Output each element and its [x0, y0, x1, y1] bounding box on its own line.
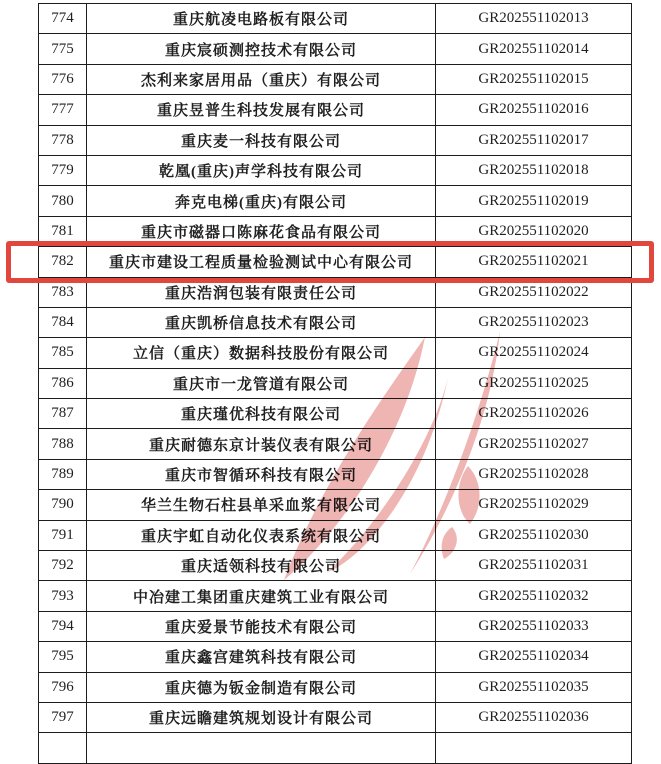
company-name-cell: 奔克电梯(重庆)有限公司	[87, 186, 436, 216]
company-name-cell: 重庆航凌电路板有限公司	[87, 4, 436, 34]
row-number-cell: 796	[39, 672, 87, 702]
row-number-cell: 790	[39, 490, 87, 520]
row-number-cell: 793	[39, 581, 87, 611]
company-name-cell: 立信（重庆）数据科技股份有限公司	[87, 338, 436, 368]
row-number-cell: 779	[39, 155, 87, 185]
row-number-cell: 794	[39, 611, 87, 641]
certificate-code-cell: GR202551102027	[436, 429, 632, 459]
table-row	[39, 429, 632, 459]
row-number-cell: 776	[39, 64, 87, 94]
table-row	[39, 551, 632, 581]
row-number-cell: 791	[39, 520, 87, 550]
table-row	[39, 459, 632, 489]
row-number-cell: 789	[39, 459, 87, 489]
row-number-cell: 795	[39, 642, 87, 672]
company-name-cell: 重庆市智循环科技有限公司	[87, 459, 436, 489]
table-row	[39, 277, 632, 307]
certificate-code-cell: GR202551102013	[436, 4, 632, 34]
certificate-code-cell: GR202551102024	[436, 338, 632, 368]
row-number-cell	[39, 733, 87, 763]
certificate-code-cell: GR202551102036	[436, 702, 632, 732]
certificate-code-cell: GR202551102031	[436, 551, 632, 581]
company-name-cell: 乾凰(重庆)声学科技有限公司	[87, 155, 436, 185]
company-name-cell: 重庆宇虹自动化仪表系统有限公司	[87, 520, 436, 550]
company-name-cell: 重庆宸硕测控技术有限公司	[87, 34, 436, 64]
company-name-cell: 重庆德为钣金制造有限公司	[87, 672, 436, 702]
company-name-cell: 重庆凯桥信息技术有限公司	[87, 307, 436, 337]
table-row	[39, 307, 632, 337]
company-name-cell: 重庆鑫宫建筑科技有限公司	[87, 642, 436, 672]
certificate-code-cell: GR202551102032	[436, 581, 632, 611]
certificate-code-cell: GR202551102033	[436, 611, 632, 641]
row-number-cell: 783	[39, 277, 87, 307]
row-number-cell: 787	[39, 399, 87, 429]
company-name-cell: 杰利来家居用品（重庆）有限公司	[87, 64, 436, 94]
company-name-cell: 重庆昱普生科技发展有限公司	[87, 95, 436, 125]
table-row	[39, 64, 632, 94]
certificate-code-cell: GR202551102017	[436, 125, 632, 155]
certificate-code-cell: GR202551102021	[436, 247, 632, 277]
table-row	[39, 368, 632, 398]
certificate-code-cell: GR202551102034	[436, 642, 632, 672]
row-number-cell: 777	[39, 95, 87, 125]
certificate-code-cell: GR202551102035	[436, 672, 632, 702]
table-row	[39, 702, 632, 732]
row-number-cell: 778	[39, 125, 87, 155]
table-row-partial	[39, 733, 632, 763]
row-number-cell: 785	[39, 338, 87, 368]
table-row	[39, 520, 632, 550]
table-row	[39, 216, 632, 246]
certificate-code-cell: GR202551102018	[436, 155, 632, 185]
certificate-code-cell: GR202551102023	[436, 307, 632, 337]
company-name-cell: 重庆市一龙管道有限公司	[87, 368, 436, 398]
certificate-code-cell: GR202551102030	[436, 520, 632, 550]
row-number-cell: 786	[39, 368, 87, 398]
certificate-code-cell: GR202551102025	[436, 368, 632, 398]
certificate-table	[38, 3, 632, 764]
table-row	[39, 581, 632, 611]
table-row	[39, 125, 632, 155]
certificate-code-cell: GR202551102015	[436, 64, 632, 94]
row-number-cell: 788	[39, 429, 87, 459]
table-row	[39, 155, 632, 185]
company-name-cell: 重庆市磁器口陈麻花食品有限公司	[87, 216, 436, 246]
table-body	[39, 4, 632, 733]
row-number-cell: 781	[39, 216, 87, 246]
company-name-cell	[87, 733, 436, 763]
company-name-cell: 重庆爱景节能技术有限公司	[87, 611, 436, 641]
table-row	[39, 95, 632, 125]
company-name-cell: 重庆耐德东京计装仪表有限公司	[87, 429, 436, 459]
row-number-cell: 780	[39, 186, 87, 216]
table-row	[39, 4, 632, 34]
table-row	[39, 672, 632, 702]
certificate-code-cell: GR202551102029	[436, 490, 632, 520]
row-number-cell: 775	[39, 34, 87, 64]
company-name-cell: 华兰生物石柱县单采血浆有限公司	[87, 490, 436, 520]
certificate-code-cell: GR202551102014	[436, 34, 632, 64]
company-name-cell: 重庆麦一科技有限公司	[87, 125, 436, 155]
company-name-cell: 重庆市建设工程质量检验测试中心有限公司	[87, 247, 436, 277]
row-number-cell: 784	[39, 307, 87, 337]
certificate-code-cell: GR202551102026	[436, 399, 632, 429]
table-row	[39, 338, 632, 368]
row-number-cell: 774	[39, 4, 87, 34]
table-row	[39, 399, 632, 429]
company-name-cell: 重庆浩润包装有限责任公司	[87, 277, 436, 307]
table-row	[39, 490, 632, 520]
certificate-code-cell: GR202551102019	[436, 186, 632, 216]
table-row	[39, 642, 632, 672]
company-name-cell: 重庆适领科技有限公司	[87, 551, 436, 581]
certificate-code-cell: GR202551102022	[436, 277, 632, 307]
certificate-code-cell: GR202551102016	[436, 95, 632, 125]
table-row	[39, 34, 632, 64]
company-name-cell: 重庆瑾优科技有限公司	[87, 399, 436, 429]
table-row	[39, 611, 632, 641]
row-number-cell: 797	[39, 702, 87, 732]
company-name-cell: 重庆远瞻建筑规划设计有限公司	[87, 702, 436, 732]
table-row	[39, 247, 632, 277]
certificate-code-cell: GR202551102020	[436, 216, 632, 246]
row-number-cell: 792	[39, 551, 87, 581]
certificate-code-cell	[436, 733, 632, 763]
company-name-cell: 中冶建工集团重庆建筑工业有限公司	[87, 581, 436, 611]
row-number-cell: 782	[39, 247, 87, 277]
table-row	[39, 186, 632, 216]
certificate-code-cell: GR202551102028	[436, 459, 632, 489]
